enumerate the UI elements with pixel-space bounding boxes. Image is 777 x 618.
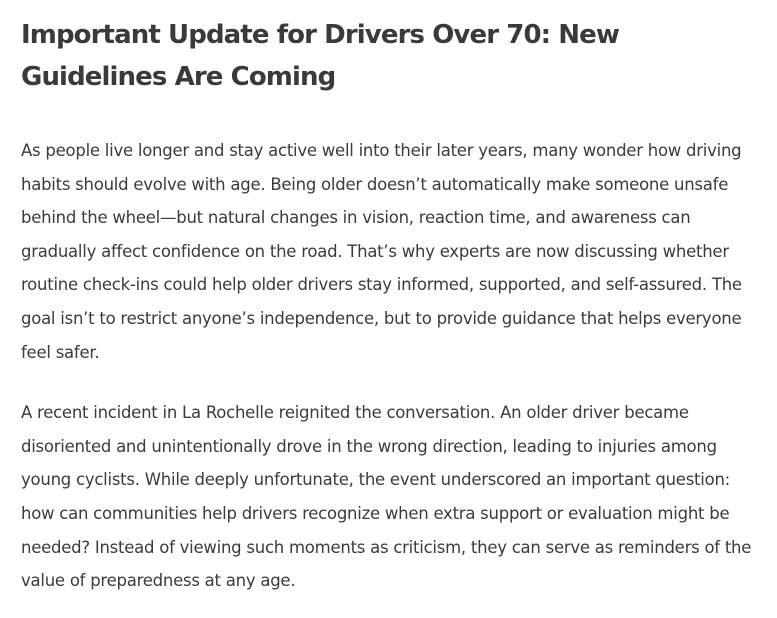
article-paragraph: As people live longer and stay active well into their later years, many wonder how driving habits should evolve with age. Being older doesn’t automatically make someone unsafe behind the wheel—but natural changes in vision, reaction time, and awareness can gradually affect confidence on the road. That’s why experts are now discussing whether routine check-ins could help older drivers stay informed, supported, and self-assured. The goal isn’t to restrict anyone’s independence, but to provide guidance that helps everyone feel safer. bbox=[21, 141, 742, 362]
article-title: Important Update for Drivers Over 70: New Guidelines Are Coming bbox=[21, 20, 620, 92]
article bbox=[21, 14, 756, 598]
article-paragraph: A recent incident in La Rochelle reignited the conversation. An older driver became disoriented and unintentionally drove in the wrong direction, leading to injuries among young cyclists. While deeply unfortunate, the event underscored an important question: how can communities help drivers recognize when extra support or evaluation might be needed? Instead of viewing such moments as criticism, they can serve as reminders of the value of preparedness at any age. bbox=[21, 403, 752, 591]
